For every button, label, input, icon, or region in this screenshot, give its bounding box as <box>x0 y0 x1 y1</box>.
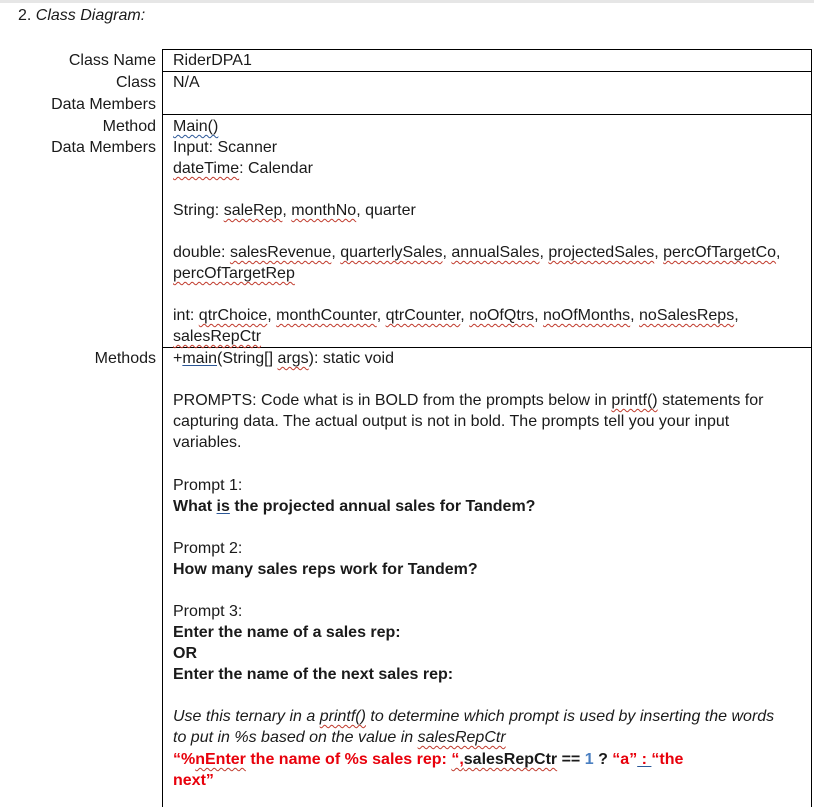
prompt-2-text: How many sales reps work for Tandem? <box>173 561 478 578</box>
ternary-code-line-2: next” <box>173 772 214 789</box>
label-class-name: Class Name <box>68 52 156 69</box>
label-class: Class <box>115 74 156 91</box>
label-method: Method <box>102 118 156 135</box>
top-border <box>0 0 814 3</box>
member-double-line: double: salesRevenue, quarterlySales, annualSales, projectedSales, percOfTargetCo, percOfTargetRep <box>173 244 781 282</box>
section-number: 2. <box>18 7 32 24</box>
label-data-members: Data Members <box>51 96 156 113</box>
prompt-3-line-2: Enter the name of the next sales rep: <box>173 666 454 683</box>
method-value <box>173 116 218 137</box>
class-value: N/A <box>173 74 200 91</box>
ternary-code-line-1: “%nEnter the name of %s sales rep: “,salesRepCtr == 1 ? “a” : “the <box>173 751 684 768</box>
prompts-intro: PROMPTS: Code what is in BOLD from the prompts below in printf() statements for capturing data. The actual output is not in bold. The prompts tell you your input variables. <box>173 392 764 451</box>
class-name-value: RiderDPA1 <box>173 52 252 69</box>
prompt-3-line-1: Enter the name of a sales rep: <box>173 624 401 641</box>
prompt-2-label: Prompt 2: <box>173 540 243 557</box>
label-methods: Methods <box>94 350 156 367</box>
section-heading <box>18 7 145 25</box>
ternary-instructions: Use this ternary in a printf() to determine which prompt is used by inserting the words to put in %s based on the value in salesRepCtr <box>173 708 775 746</box>
member-datetime: dateTime: Calendar <box>173 160 313 177</box>
prompt-3-label: Prompt 3: <box>173 603 243 620</box>
member-string-line: String: saleRep, monthNo, quarter <box>173 202 416 219</box>
class-name-box <box>162 49 812 72</box>
class-box <box>162 71 812 115</box>
prompt-3-or: OR <box>173 645 197 662</box>
prompt-1-label: Prompt 1: <box>173 477 243 494</box>
label-method-data-members: Data Members <box>51 139 156 156</box>
section-title: Class Diagram: <box>35 7 146 24</box>
method-signature: +main(String[] args): static void <box>173 350 394 367</box>
member-input: Input: Scanner <box>173 139 278 156</box>
prompt-1-text: What is the projected annual sales for Tandem? <box>173 498 536 515</box>
member-int-line: int: qtrChoice, monthCounter, qtrCounter, noOfQtrs, noOfMonths, noSalesReps, salesRepCtr <box>173 307 739 345</box>
method-main: Main() <box>173 118 219 135</box>
